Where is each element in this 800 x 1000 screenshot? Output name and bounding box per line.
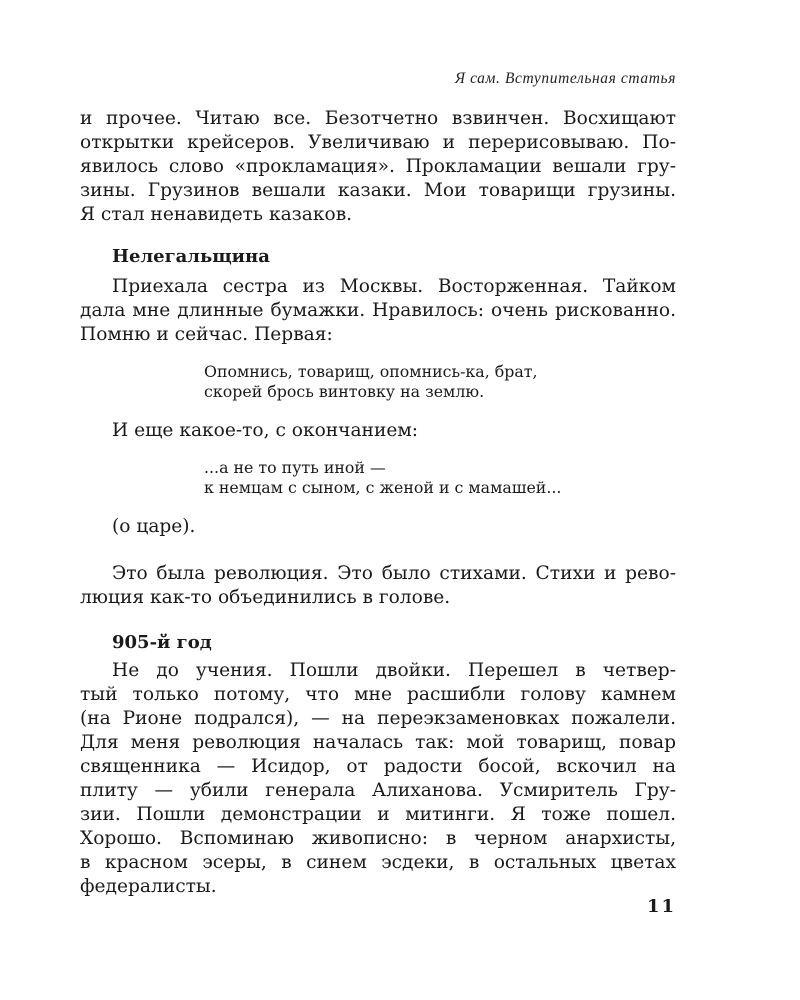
text-line: дала мне длинные бумажки. Нравилось: очень рискованно. [80, 300, 676, 321]
text-line: Я стал ненавидеть казаков. [80, 204, 353, 225]
text-line: (на Рионе подрался), — на переэкзаменовках пожалели. [80, 708, 676, 729]
text-line: И еще какое-то, с окончанием: [112, 420, 419, 441]
text-line: Приехала сестра из Москвы. Восторженная. Тайком [112, 276, 676, 297]
text-line: явилось слово «прокламация». Прокламации вешали гру- [80, 156, 676, 177]
verse-line: к немцам с сыном, с женой и с мамашей... [204, 478, 562, 497]
text-line: Хорошо. Вспоминаю живописно: в черном анархисты, [80, 828, 676, 849]
page-number: 11 [646, 896, 676, 917]
verse-line: ...а не то путь иной — [204, 458, 386, 477]
section-heading: Нелегальщина [112, 246, 270, 267]
text-line: Это была революция. Это было стихами. Стихи и рево- [112, 563, 676, 584]
text-line: зины. Грузинов вешали казаки. Мои товарищи грузины. [80, 180, 676, 201]
verse-line: Опомнись, товарищ, опомнись-ка, брат, [204, 362, 538, 381]
text-line: священника — Исидор, от радости босой, вскочил на [80, 756, 676, 777]
text-line: (о царе). [112, 516, 196, 537]
running-head: Я сам. Вступительная статья [454, 70, 676, 87]
book-page [80, 0, 676, 1000]
text-line: открытки крейсеров. Увеличиваю и перерисовываю. По- [80, 132, 676, 153]
text-line: Помню и сейчас. Первая: [80, 324, 333, 345]
text-line: федералисты. [80, 876, 217, 897]
text-line: люция как-то объединились в голове. [80, 587, 451, 608]
text-line: Не до учения. Пошли двойки. Перешел в четвер- [112, 660, 676, 681]
text-line: и прочее. Читаю все. Безотчетно взвинчен. Восхищают [80, 108, 676, 129]
text-line: плиту — убили генерала Алиханова. Усмиритель Гру- [80, 780, 676, 801]
text-line: зии. Пошли демонстрации и митинги. Я тоже пошел. [80, 804, 676, 825]
section-heading: 905-й год [112, 632, 212, 653]
text-line: тый только потому, что мне расшибли голову камнем [80, 684, 676, 705]
verse-line: скорей брось винтовку на землю. [204, 382, 485, 401]
text-line: Для меня революция началась так: мой товарищ, повар [80, 732, 676, 753]
text-line: в красном эсеры, в синем эсдеки, в остальных цветах [80, 852, 676, 873]
